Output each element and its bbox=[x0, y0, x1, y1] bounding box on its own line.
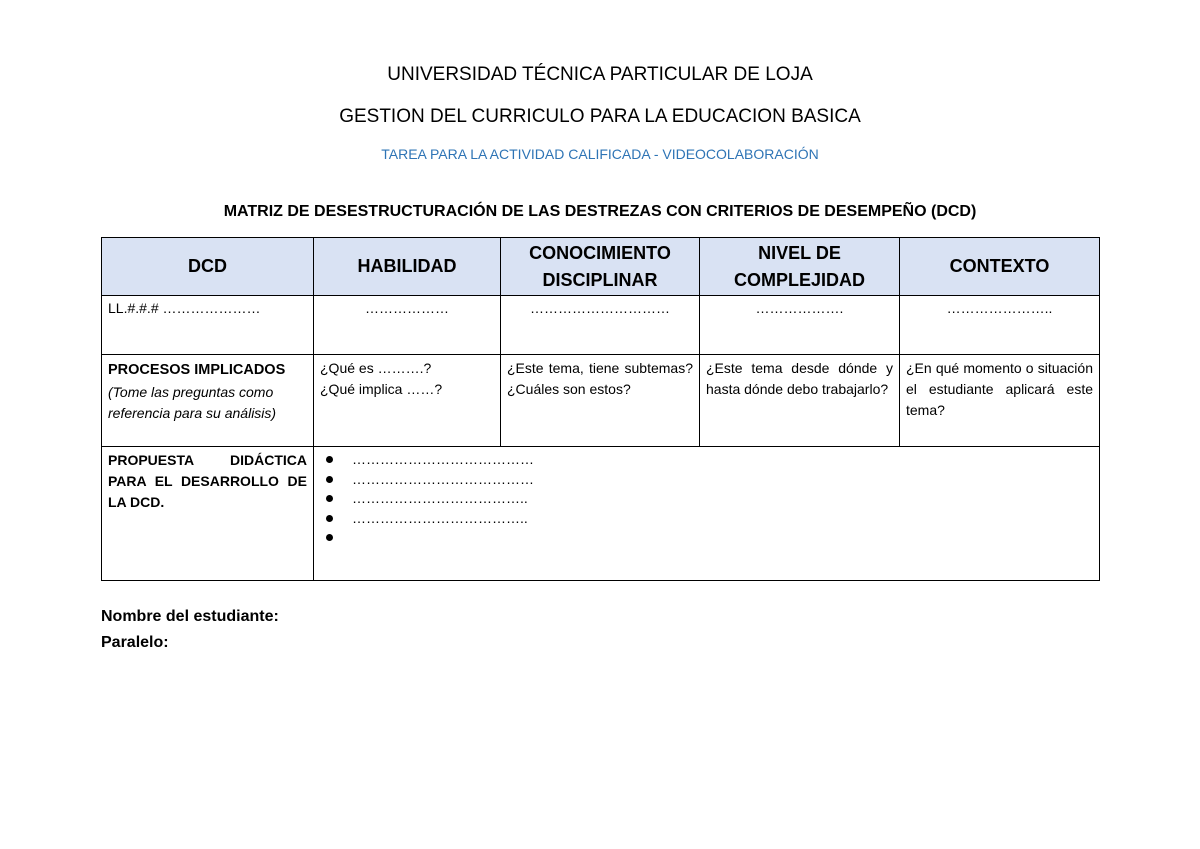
table-row-propuesta bbox=[102, 447, 1100, 581]
column-header-dcd: DCD bbox=[102, 238, 314, 296]
nivel-question-cell[interactable]: ¿Este tema desde dónde y hasta dónde debo trabajarlo? bbox=[700, 355, 900, 447]
column-header-contexto: CONTEXTO bbox=[900, 238, 1100, 296]
dcd-matrix-table bbox=[101, 237, 1100, 581]
student-name-label: Nombre del estudiante: bbox=[101, 608, 279, 625]
list-item: ………………………………… bbox=[324, 470, 1093, 490]
list-item: ……………………………….. bbox=[324, 509, 1093, 529]
propuesta-bullet-list bbox=[320, 450, 1093, 548]
list-item: ………………………………… bbox=[324, 450, 1093, 470]
table-header-row bbox=[102, 238, 1100, 296]
bullet-icon bbox=[326, 515, 333, 522]
propuesta-label-cell: PROPUESTA DIDÁCTICA PARA EL DESARROLLO DE LA DCD. bbox=[102, 447, 314, 581]
procesos-label: PROCESOS IMPLICADOS bbox=[108, 362, 286, 378]
procesos-note: (Tome las preguntas como referencia para su análisis) bbox=[108, 384, 277, 421]
bullet-icon bbox=[326, 476, 333, 483]
course-title: GESTION DEL CURRICULO PARA LA EDUCACION BASICA bbox=[339, 106, 861, 127]
conocimiento-question-cell[interactable]: ¿Este tema, tiene subtemas? ¿Cuáles son estos? bbox=[501, 355, 700, 447]
task-subtitle: TAREA PARA LA ACTIVIDAD CALIFICADA - VIDEOCOLABORACIÓN bbox=[381, 146, 819, 162]
habilidad-questions-cell[interactable] bbox=[314, 355, 501, 447]
list-item bbox=[324, 528, 1093, 548]
university-title: UNIVERSIDAD TÉCNICA PARTICULAR DE LOJA bbox=[387, 64, 813, 85]
conocimiento-cell[interactable]: ………………………… bbox=[501, 296, 700, 355]
column-header-nivel: NIVEL DE COMPLEJIDAD bbox=[700, 238, 900, 296]
table-row-dcd bbox=[102, 296, 1100, 355]
nivel-cell[interactable]: ………………. bbox=[700, 296, 900, 355]
contexto-question-cell[interactable]: ¿En qué momento o situación el estudiante aplicará este tema? bbox=[900, 355, 1100, 447]
habilidad-question-2: ¿Qué implica ……? bbox=[320, 381, 443, 397]
column-header-conocimiento: CONOCIMIENTO DISCIPLINAR bbox=[501, 238, 700, 296]
habilidad-cell[interactable]: ……………… bbox=[314, 296, 501, 355]
group-label: Paralelo: bbox=[101, 634, 169, 651]
propuesta-bullets-cell[interactable] bbox=[314, 447, 1100, 581]
habilidad-question-1: ¿Qué es ……….? bbox=[320, 360, 432, 376]
table-row-procesos bbox=[102, 355, 1100, 447]
column-header-habilidad: HABILIDAD bbox=[314, 238, 501, 296]
dcd-code-cell[interactable]: LL.#.#.# ………………… bbox=[102, 296, 314, 355]
procesos-label-cell bbox=[102, 355, 314, 447]
matrix-title: MATRIZ DE DESESTRUCTURACIÓN DE LAS DESTREZAS CON CRITERIOS DE DESEMPEÑO (DCD) bbox=[223, 203, 977, 220]
bullet-icon bbox=[326, 534, 333, 541]
bullet-icon bbox=[326, 456, 333, 463]
contexto-cell[interactable]: ………………….. bbox=[900, 296, 1100, 355]
bullet-icon bbox=[326, 495, 333, 502]
list-item: ……………………………….. bbox=[324, 489, 1093, 509]
